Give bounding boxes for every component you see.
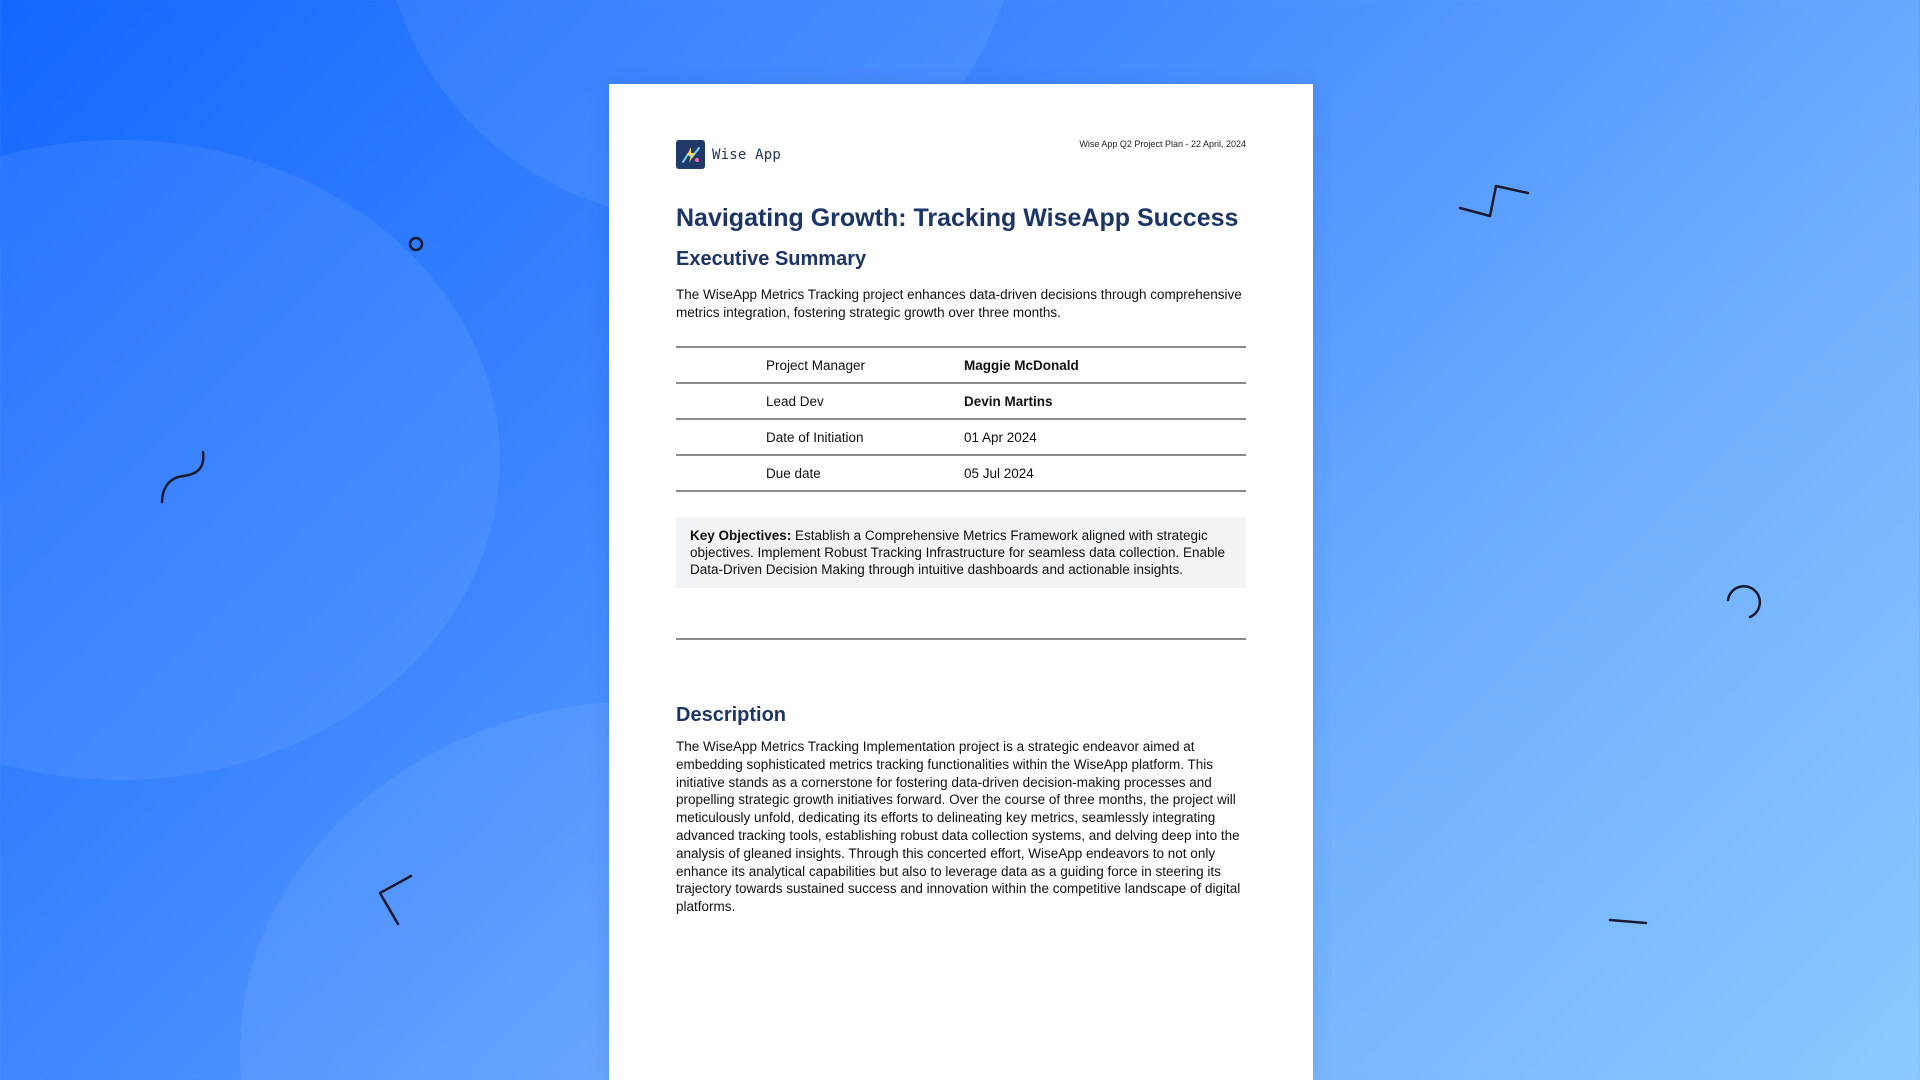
arc-icon (1728, 586, 1760, 617)
info-value: 05 Jul 2024 (964, 465, 1034, 481)
header-meta: Wise App Q2 Project Plan - 22 April, 2024 (1079, 139, 1246, 149)
squiggle-icon (162, 452, 203, 502)
description-heading: Description (676, 704, 787, 726)
brand-name: Wise App (712, 146, 782, 163)
table-row (676, 348, 1246, 384)
table-row (676, 420, 1246, 456)
info-label: Due date (766, 465, 821, 481)
info-label: Project Manager (766, 357, 866, 373)
info-label: Lead Dev (766, 393, 824, 409)
chart-bolt-icon (676, 140, 705, 169)
document-page (609, 84, 1313, 1080)
dash-icon (1610, 920, 1646, 923)
zigzag-icon (1460, 186, 1528, 216)
info-value: Devin Martins (964, 393, 1053, 409)
table-row (676, 456, 1246, 492)
table-row (676, 384, 1246, 420)
document-header (676, 136, 1246, 180)
key-objectives-label: Key Objectives: (690, 528, 792, 543)
description-text: The WiseApp Metrics Tracking Implementation project is a strategic endeavor aimed at embedding sophisticated metrics tracking functionalities within the WiseApp platform. This initiative stands as a cornerstone for fostering data-driven decision-making processes and propelling strategic growth initiatives forward. Over the course of three months, the project will meticulously unfold, dedicating its efforts to delineating key metrics, seamlessly integrating advanced tracking tools, establishing robust data collection systems, and delving deep into the analysis of gleaned insights. Through this concerted effort, WiseApp endeavors to not only enhance its analytical capabilities but also to leverage data as a guiding force in steering its trajectory towards sustained success and innovation within the competitive landscape of digital platforms. (676, 739, 1241, 915)
key-objectives-text: Establish a Comprehensive Metrics Framework aligned with strategic objectives. Implement Robust Tracking Infrastructure for seamless data collection. Enable Data-Driven Decision Making through intuitive dashboards and actionable insights. (690, 528, 1226, 577)
info-value: Maggie McDonald (964, 357, 1079, 373)
page-title: Navigating Growth: Tracking WiseApp Success (676, 204, 1239, 232)
project-info-table (676, 346, 1246, 492)
circle-icon (410, 238, 422, 250)
executive-summary-heading: Executive Summary (676, 248, 867, 270)
executive-summary-text: The WiseApp Metrics Tracking project enhances data-driven decisions through comprehensive metrics integration, fostering strategic growth over three months. (676, 287, 1242, 320)
info-label: Date of Initiation (766, 429, 864, 445)
key-objectives-box (676, 517, 1246, 588)
document-content (676, 136, 1246, 916)
chevron-left-icon (380, 876, 411, 924)
info-value: 01 Apr 2024 (964, 429, 1037, 445)
section-divider (676, 638, 1246, 640)
brand (676, 140, 781, 169)
